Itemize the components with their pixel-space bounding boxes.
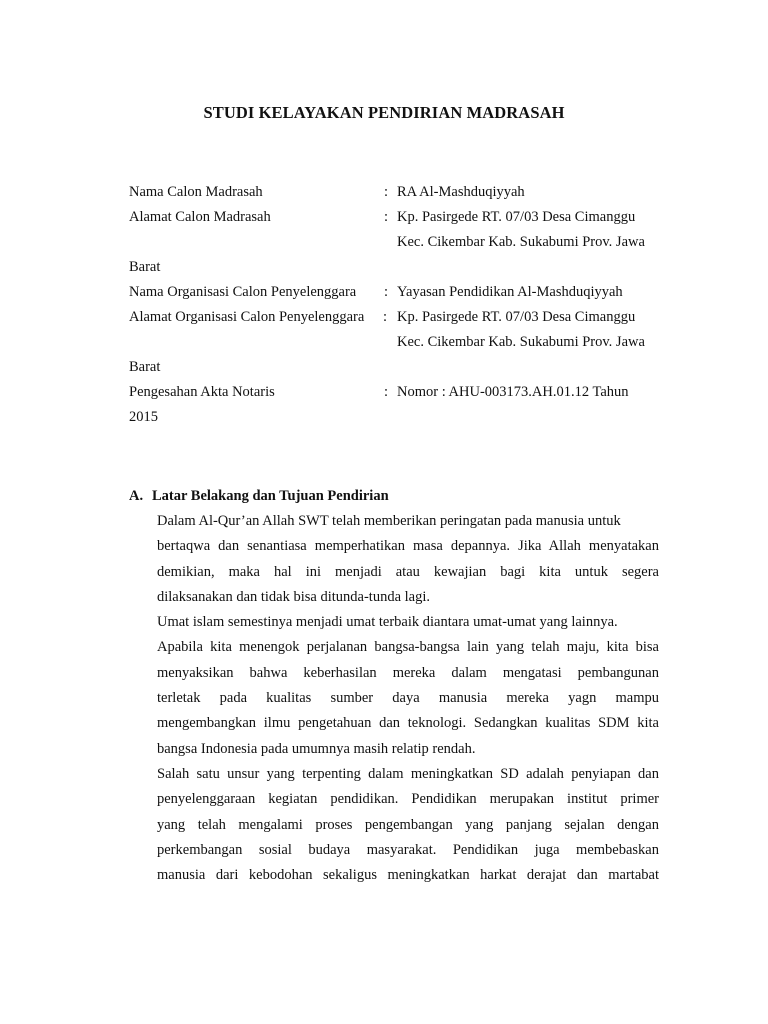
info-row-continuation bbox=[129, 230, 669, 255]
paragraph-line: penyelenggaraan kegiatan pendidikan. Pendidikan merupakan institut primer bbox=[157, 791, 659, 808]
info-row-wrap bbox=[129, 405, 669, 430]
info-label: Nama Calon Madrasah bbox=[129, 184, 263, 200]
info-row-nama-organisasi bbox=[129, 280, 669, 305]
paragraph-line: mengembangkan ilmu pengetahuan dan teknologi. Sedangkan kualitas SDM kita bbox=[157, 715, 659, 732]
info-value-wrap: 2015 bbox=[129, 409, 158, 425]
info-value-continuation: Kec. Cikembar Kab. Sukabumi Prov. Jawa bbox=[397, 234, 645, 250]
info-label: Alamat Calon Madrasah bbox=[129, 209, 271, 225]
info-row-wrap bbox=[129, 355, 669, 380]
info-table bbox=[129, 180, 669, 430]
info-value: Yayasan Pendidikan Al-Mashduqiyyah bbox=[397, 284, 623, 300]
info-row-wrap bbox=[129, 255, 669, 280]
info-colon: : bbox=[384, 209, 389, 225]
paragraph-line: manusia dari kebodohan sekaligus meningkatkan harkat derajat dan martabat bbox=[157, 867, 659, 884]
info-value: Kp. Pasirgede RT. 07/03 Desa Cimanggu bbox=[397, 209, 636, 225]
section-heading bbox=[129, 484, 659, 509]
info-value-wrap: Barat bbox=[129, 359, 161, 375]
info-value: Nomor : AHU-003173.AH.01.12 Tahun bbox=[397, 384, 629, 400]
info-row-alamat-organisasi bbox=[129, 305, 669, 330]
info-colon: : bbox=[384, 284, 389, 300]
section-a bbox=[129, 484, 659, 888]
info-value-continuation: Kec. Cikembar Kab. Sukabumi Prov. Jawa bbox=[397, 334, 645, 350]
info-colon: : bbox=[384, 184, 389, 200]
info-row-continuation bbox=[129, 330, 669, 355]
paragraph-line: terletak pada kualitas sumber daya manusia mereka yagn mampu bbox=[157, 690, 659, 707]
info-colon: : bbox=[383, 309, 388, 325]
paragraph-line: bangsa Indonesia pada umumnya masih relatip rendah. bbox=[157, 740, 476, 757]
paragraph-line: Salah satu unsur yang terpenting dalam meningkatkan SD adalah penyiapan dan bbox=[157, 765, 659, 782]
info-row-pengesahan-akta bbox=[129, 380, 669, 405]
document-title: STUDI KELAYAKAN PENDIRIAN MADRASAH bbox=[203, 103, 565, 122]
info-value-wrap: Barat bbox=[129, 259, 161, 275]
info-row-nama-calon-madrasah bbox=[129, 180, 669, 205]
paragraph-line: menyaksikan bahwa keberhasilan mereka dalam mengatasi pembangunan bbox=[157, 664, 659, 681]
info-row-alamat-calon-madrasah bbox=[129, 205, 669, 230]
info-label: Pengesahan Akta Notaris bbox=[129, 384, 275, 400]
paragraph-line: yang telah mengalami proses pengembangan yang panjang sejalan dengan bbox=[157, 816, 659, 833]
paragraph-line: Umat islam semestinya menjadi umat terbaik diantara umat-umat yang lainnya. bbox=[157, 614, 618, 631]
section-letter: A. bbox=[129, 488, 144, 504]
paragraph-line: bertaqwa dan senantiasa memperhatikan masa depannya. Jika Allah menyatakan bbox=[157, 538, 659, 555]
paragraph-line: Dalam Al-Qur’an Allah SWT telah memberikan peringatan pada manusia untuk bbox=[157, 513, 621, 529]
info-colon: : bbox=[384, 384, 389, 400]
info-label: Nama Organisasi Calon Penyelenggara bbox=[129, 284, 357, 300]
section-body bbox=[157, 509, 659, 888]
paragraph-line: demikian, maka hal ini menjadi atau kewajian bagi kita untuk segera bbox=[157, 563, 659, 580]
section-heading-text: Latar Belakang dan Tujuan Pendirian bbox=[152, 488, 389, 504]
paragraph-line: dilaksanakan dan tidak bisa ditunda-tunda lagi. bbox=[157, 588, 431, 605]
info-value: Kp. Pasirgede RT. 07/03 Desa Cimanggu bbox=[397, 309, 636, 325]
info-label: Alamat Organisasi Calon Penyelenggara bbox=[129, 309, 365, 325]
paragraph-line: perkembangan sosial budaya masyarakat. Pendidikan juga membebaskan bbox=[157, 841, 659, 858]
info-value: RA Al-Mashduqiyyah bbox=[397, 184, 525, 200]
paragraph-line: Apabila kita menengok perjalanan bangsa-bangsa lain yang telah maju, kita bisa bbox=[157, 639, 659, 656]
